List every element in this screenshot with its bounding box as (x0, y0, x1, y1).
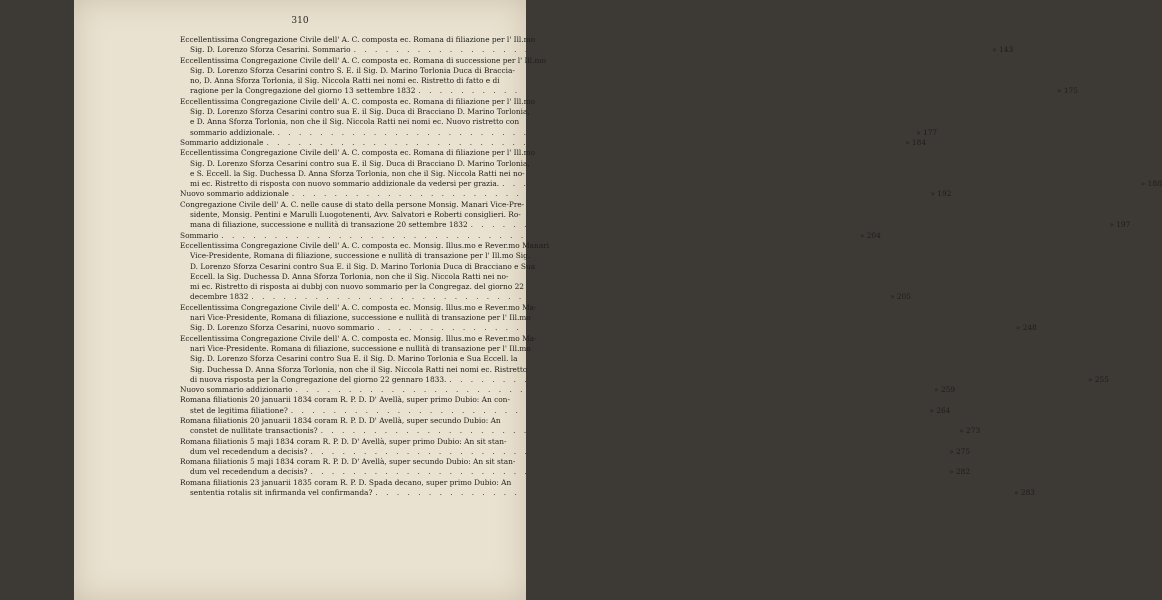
page-reference: » 175 (1056, 86, 1078, 96)
leader-dots: . . . . . . . . . . . . . . . . . . . . . . . . . . . . . . . . . . . . . . . . . . . . . . . . . . . . . . . . . . . . (310, 446, 948, 456)
entry-last-line (180, 385, 956, 395)
index-entry (180, 96, 938, 138)
entry-last-line (180, 426, 981, 436)
entry-line: D. Lorenzo Sforza Cesarini contro Sua E. il Sig. D. Marino Torlonia Duca di Bracciano e Sua (190, 261, 536, 271)
page-reference: » 184 (905, 137, 927, 147)
entry-text: decembre 1832 (190, 292, 249, 302)
entry-line: Romana filiationis 5 maji 1834 coram R. P. D. D' Avellà, super primo Dubio: An sit stan- (180, 436, 507, 446)
page-reference: » 264 (929, 405, 951, 415)
index-entry (180, 385, 956, 395)
entry-line: Eccellentissima Congregazione Civile dell' A. C. composta ec. Monsig. Illus.mo e Rever.mo Ma- (180, 302, 537, 312)
entry-text: Nuovo sommario addizionario (180, 385, 293, 395)
entry-line: Romana filiationis 20 januarii 1834 coram R. P. D. D' Avellà, super primo Dubio: An con- (180, 395, 510, 405)
index-entries (180, 35, 1162, 498)
index-entry (180, 148, 1162, 189)
page-reference: » 275 (949, 446, 971, 456)
entry-line: Sig. Duchessa D. Anna Sforza Torlonia, non che il Sig. Niccola Ratti nei nomi ec. Ristretto (190, 364, 528, 374)
entry-line: mi ec. Ristretto di risposta ai dubbj con nuovo sommario per la Congregaz. del giorno 22 (190, 282, 525, 292)
leader-dots: . . . . . . . . . . . . . . . . . . . . . . . . . . . . . . . . . . . . . . . . . . . . . . . . . . . . . . . . . . . . (266, 137, 904, 147)
entry-last-line (180, 189, 952, 199)
entry-last-line (180, 137, 927, 148)
entry-last-line (180, 488, 1035, 498)
entry-text: mi ec. Ristretto di risposta con nuovo sommario addizionale da vedersi per grazia. (190, 179, 500, 189)
index-entry (180, 436, 971, 458)
leader-dots: . . . . . . . . . . . . . . . . . . . . . . . . . . . . . . . . . . . . . . . . . . . . . . . . . . . . . . . . . . . . (470, 220, 1108, 230)
entry-line: no, D. Anna Sforza Torlonia, il Sig. Niccola Ratti nei nomi ec. Ristretto di fatto e di (190, 76, 500, 86)
entry-text: dum vel recedendum a decisis? (190, 446, 308, 456)
index-entry (180, 395, 951, 416)
index-entry (180, 240, 911, 303)
entry-line: Eccellentissima Congregazione Civile dell' A. C. composta ec. Monsig. Illus.mo e Rever.mo Manari (180, 240, 550, 250)
entry-text: stet de legitima filiatione? (190, 405, 288, 415)
entry-text: Sommario (180, 230, 219, 240)
leader-dots: . . . . . . . . . . . . . . . . . . . . . . . . . . . . . . . . . . . . . . . . . . . . . . . . . . . . . . . . . . . . (449, 374, 1086, 384)
page-reference: » 255 (1087, 374, 1109, 384)
entry-line: Eccellentissima Congregazione Civile dell' A. C. composta ec. Romana di successione per l' Ill.mo (180, 55, 546, 65)
entry-last-line (180, 86, 1078, 96)
index-entry (180, 333, 1109, 385)
leader-dots: . . . . . . . . . . . . . . . . . . . . . . . . . . . . . . . . . . . . . . . . . . . . . . . . . . . . . . . . . . . . (221, 230, 858, 240)
entry-line: nari Vice-Presidente, Romana di filiazione, successione e nullità di transazione per l' Ill.mo (190, 313, 531, 323)
page-reference: » 188 (1140, 179, 1162, 189)
leader-dots: . . . . . . . . . . . . . . . . . . . . . . . . . . . . . . . . . . . . . . . . . . . . . . . . . . . . . . . . . . . . (277, 127, 915, 137)
entry-last-line (180, 292, 911, 302)
page-reference: » 143 (992, 45, 1014, 55)
entry-line: Eccell. la Sig. Duchessa D. Anna Sforza Torlonia, non che il Sig. Niccola Ratti nei no- (190, 271, 509, 281)
entry-text: dum vel recedendum a decisis? (190, 467, 308, 477)
page-number: 310 (291, 16, 309, 26)
entry-text: di nuova risposta per la Congregazione del giorno 22 gennaro 1833. (190, 374, 447, 384)
index-entry (180, 55, 1078, 97)
entry-last-line (180, 467, 971, 477)
leader-dots: . . . . . . . . . . . . . . . . . . . . . . . . . . . . . . . . . . . . . . . . . . . . . . . . . . . . . . . . . . . . (290, 405, 928, 415)
entry-last-line (180, 405, 951, 416)
entry-last-line (180, 179, 1162, 189)
entry-line: Sig. D. Lorenzo Sforza Cesarini contro sua E. il Sig. Duca di Bracciano D. Marino Torlonia, (190, 107, 530, 117)
entry-last-line (180, 220, 1131, 230)
entry-line: Eccellentissima Congregazione Civile dell' A. C. composta ec. Romana di filiazione per l' Ill.mo (180, 148, 536, 158)
entry-line: Eccellentissima Congregazione Civile dell' A. C. composta ec. Romana di filiazione per l' Ill.mo (180, 35, 536, 44)
entry-line: Sig. D. Lorenzo Sforza Cesarini contro S. E. il Sig. D. Marino Torlonia Duca di Braccia- (190, 65, 515, 75)
entry-text: sommario addizionale. (190, 127, 275, 137)
leader-dots: . . . . . . . . . . . . . . . . . . . . . . . . . . . . . . . . . . . . . . . . . . . . . . . . . . . . . . . . . . . . (310, 467, 948, 477)
leader-dots: . . . . . . . . . . . . . . . . . . . . . . . . . . . . . . . . . . . . . . . . . . . . . . . . . . . . . . . . . . . . (377, 323, 1014, 333)
entry-last-line (180, 446, 971, 457)
entry-last-line (180, 374, 1109, 385)
index-entry (180, 137, 927, 148)
leader-dots: . . . . . . . . . . . . . . . . . . . . . . . . . . . . . . . . . . . . . . . . . . . . . . . . . . . . . . . . . . . . (251, 292, 888, 302)
entry-line: Sig. D. Lorenzo Sforza Cesarini contro sua E. il Sig. Duca di Bracciano D. Marino Torlonia, (190, 158, 530, 168)
entry-line: Eccellentissima Congregazione Civile dell' A. C. composta ec. Romana di filiazione per l' Ill.mo (180, 96, 536, 106)
entry-line: Vice-Presidente, Romana di filiazione, successione e nullità di transazione per l' Ill.mo Sig. (190, 251, 531, 261)
page-reference: » 192 (930, 189, 952, 199)
index-entry (180, 35, 1014, 56)
leader-dots: . . . . . . . . . . . . . . . . . . . . . . . . . . . . . . . . . . . . . . . . . . . . . . . . . . . . . . . . . . . . (320, 426, 958, 436)
entry-text: sententia rotalis sit infirmanda vel confirmanda? (190, 488, 373, 498)
index-entry (180, 302, 1037, 334)
entry-line: Romana filiationis 20 januarii 1834 coram R. P. D. D' Avellà, super secundo Dubio: An (180, 415, 501, 425)
entry-line: Sig. D. Lorenzo Sforza Cesarini contro Sua E. il Sig. D. Marino Torlonia e Sua Eccell. la (190, 354, 518, 364)
entry-line: Eccellentissima Congregazione Civile dell' A. C. composta ec. Monsig. Illus.mo e Rever.mo Ma- (180, 333, 537, 343)
page-reference: » 248 (1015, 323, 1037, 333)
page-reference: » 259 (934, 385, 956, 395)
page-reference: » 177 (916, 127, 938, 137)
page-reference: » 204 (859, 230, 881, 240)
entry-last-line (180, 127, 938, 138)
page-reference: » 282 (949, 467, 971, 477)
entry-last-line (180, 323, 1037, 333)
leader-dots: . . . . . . . . . . . . . . . . . . . . . . . . . . . . . . . . . . . . . . . . . . . . . . . . . . . . . . . . . . . . (353, 45, 991, 55)
entry-line: Romana filiationis 23 januarii 1835 coram R. P. D. Spada decano, super primo Dubio: An (180, 477, 512, 487)
leader-dots: . . . . . . . . . . . . . . . . . . . . . . . . . . . . . . . . . . . . . . . . . . . . . . . . . . . . . . . . . . . . (418, 86, 1055, 96)
index-entry (180, 189, 952, 199)
page-reference: » 197 (1109, 220, 1131, 230)
index-entry (180, 415, 981, 437)
leader-dots: . . . . . . . . . . . . . . . . . . . . . . . . . . . . . . . . . . . . . . . . . . . . . . . . . . . . . . . . . . . . (375, 488, 1012, 498)
entry-text: ragione per la Congregazione del giorno 13 settembre 1832 (190, 86, 416, 96)
entry-line: Congregazione Civile dell' A. C. nelle cause di stato della persone Monsig. Manari Vice-Pre- (180, 199, 525, 209)
leader-dots: . . . . . . . . . . . . . . . . . . . . . . . . . . . . . . . . . . . . . . . . . . . . . . . . . . . . . . . . . . . . (295, 385, 933, 395)
entry-line: nari Vice-Presidente. Romana di filiazione, successione e nullità di transazione per l' Ill.mo (190, 343, 531, 353)
entry-line: Romana filiationis 5 maji 1834 coram R. P. D. D' Avellà, super secundo Dubio: An sit stan- (180, 457, 516, 467)
entry-text: Sig. D. Lorenzo Sforza Cesarini, nuovo sommario (190, 323, 375, 333)
entry-line: e S. Eccell. la Sig. Duchessa D. Anna Sforza Torlonia, non che il Sig. Niccola Ratti nei no- (190, 168, 525, 178)
entry-last-line (180, 230, 881, 241)
index-entry (180, 199, 1131, 231)
entry-line: sidente, Monsig. Pentini e Marulli Luogotenenti, Avv. Salvatori e Roberti consiglieri. Ro- (190, 210, 521, 220)
entry-text: Sommario addizionale (180, 137, 264, 147)
entry-text: mana di filiazione, successione e nullità di transazione 20 settembre 1832 (190, 220, 468, 230)
leader-dots: . . . . . . . . . . . . . . . . . . . . . . . . . . . . . . . . . . . . . . . . . . . . . . . . . . . . . . . . . . . . (291, 189, 929, 199)
entry-line: e D. Anna Sforza Torlonia, non che il Sig. Niccola Ratti nei nomi ec. Nuovo ristretto con (190, 117, 520, 127)
entry-text: constet de nullitate transactionis? (190, 426, 318, 436)
page-reference: » 273 (959, 426, 981, 436)
index-entry (180, 230, 881, 241)
leader-dots: . . . . . . . . . . . . . . . . . . . . . . . . . . . . . . . . . . . . . . . . . . . . . . . . . . . . . . . . . . . . (502, 179, 1139, 189)
index-entry (180, 477, 1035, 499)
book-page (74, 0, 1162, 600)
index-entry (180, 457, 971, 478)
entry-text: Nuovo sommario addizionale (180, 189, 289, 199)
page-reference: » 283 (1014, 488, 1035, 498)
entry-text: Sig. D. Lorenzo Sforza Cesarini. Sommario (190, 45, 351, 55)
page-reference: » 205 (890, 292, 911, 302)
entry-last-line (180, 45, 1014, 55)
